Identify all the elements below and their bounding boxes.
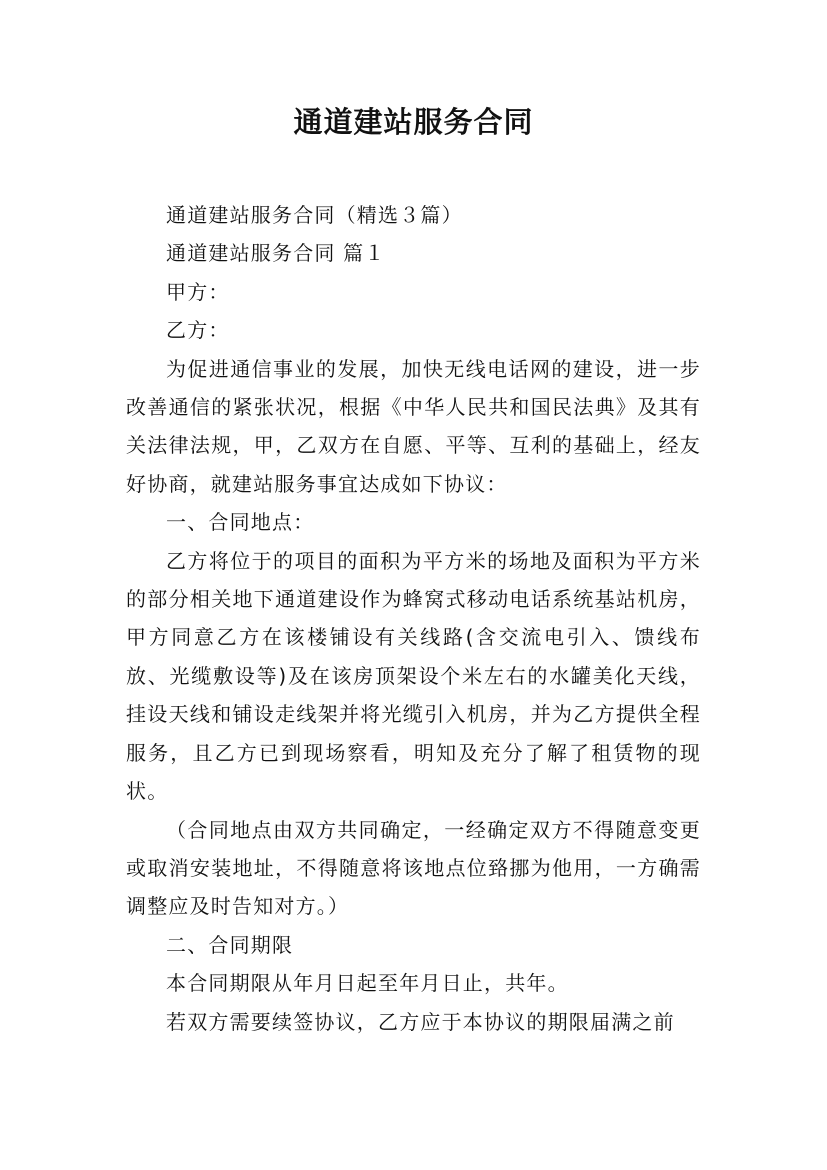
paragraph-preamble: 为促进通信事业的发展，加快无线电话网的建设，进一步改善通信的紧张状况，根据《中华人民共和国民法典》及其有关法律法规，甲，乙双方在自愿、平等、互利的基础上，经友好协商，就建站服务事宜达成如下协议： xyxy=(126,356,701,496)
paragraph-clause-2-term: 本合同期限从年月日起至年月日止，共年。 xyxy=(166,971,569,996)
paragraph-clause-2-renewal: 若双方需要续签协议，乙方应于本协议的期限届满之前 xyxy=(166,1009,675,1034)
paragraph-clause-2-heading: 二、合同期限 xyxy=(166,932,294,957)
document-title: 通道建站服务合同 xyxy=(293,105,534,139)
paragraph-clause-1-body: 乙方将位于的项目的面积为平方米的场地及面积为平方米的部分相关地下通道建设作为蜂窝式移动电话系统基站机房，甲方同意乙方在该楼铺设有关线路(含交流电引入、馈线布放、光缆敷设等)及在该房顶架设个米左右的水罐美化天线，挂设天线和铺设走线架并将光缆引入机房，并为乙方提供全程服务，且乙方已到现场察看，明知及充分了解了租赁物的现状。 xyxy=(126,548,701,804)
paragraph-clause-1-note: （合同地点由双方共同确定，一经确定双方不得随意变更或取消安装地址，不得随意将该地点位臵挪为他用，一方确需调整应及时告知对方。） xyxy=(126,817,701,919)
document-body xyxy=(126,196,701,1041)
paragraph-clause-1-heading: 一、合同地点： xyxy=(166,510,315,535)
paragraph-section-heading: 通道建站服务合同 篇１ xyxy=(166,241,386,266)
paragraph-subtitle: 通道建站服务合同（精选３篇） xyxy=(166,203,463,227)
paragraph-party-a: 甲方： xyxy=(166,279,230,304)
paragraph-party-b: 乙方： xyxy=(166,318,230,343)
